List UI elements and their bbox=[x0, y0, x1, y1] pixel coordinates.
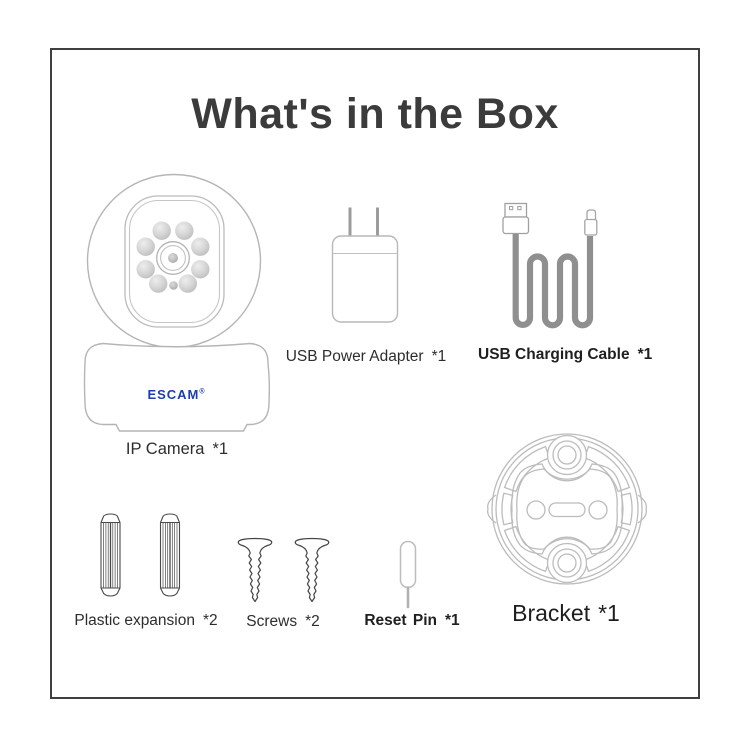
usb-a-connector bbox=[503, 204, 529, 234]
bracket-illustration bbox=[488, 434, 647, 584]
item-qty: *2 bbox=[305, 613, 320, 630]
item-qty: *2 bbox=[202, 612, 218, 629]
page-title: What's in the Box bbox=[191, 90, 559, 138]
label-usb-charging-cable bbox=[478, 346, 653, 364]
screws-illustration bbox=[238, 539, 328, 602]
usb-power-adapter-illustration bbox=[333, 208, 398, 323]
camera-lens bbox=[157, 242, 190, 275]
item-qty: *1 bbox=[212, 440, 229, 458]
registered-trademark-icon: ® bbox=[199, 388, 205, 396]
item-name: Reset Pin bbox=[364, 612, 437, 629]
brand-name: ESCAM bbox=[147, 387, 200, 402]
brand-logo bbox=[140, 387, 212, 402]
plastic-expansion-illustration bbox=[101, 514, 180, 596]
charging-plug-connector bbox=[585, 210, 597, 235]
item-name: Plastic expansion bbox=[74, 612, 195, 629]
label-reset-pin bbox=[352, 612, 472, 630]
item-qty: *1 bbox=[431, 348, 447, 365]
item-qty: *1 bbox=[598, 600, 620, 626]
label-bracket bbox=[486, 600, 646, 627]
usb-charging-cable-illustration bbox=[503, 204, 597, 326]
cable-cord bbox=[516, 234, 590, 326]
item-name: Bracket bbox=[512, 600, 591, 626]
item-name: IP Camera bbox=[125, 440, 205, 458]
label-ip-camera bbox=[97, 440, 257, 459]
item-name: Screws bbox=[246, 613, 298, 630]
light-sensor-dot bbox=[169, 281, 178, 290]
item-name: USB Power Adapter bbox=[285, 348, 424, 365]
item-name: USB Charging Cable bbox=[478, 346, 630, 363]
label-plastic-expansion bbox=[61, 612, 231, 630]
item-qty: *1 bbox=[637, 346, 653, 363]
item-qty: *1 bbox=[444, 612, 460, 629]
reset-pin-illustration bbox=[401, 542, 416, 608]
label-usb-power-adapter bbox=[275, 348, 457, 366]
label-screws bbox=[223, 613, 343, 631]
